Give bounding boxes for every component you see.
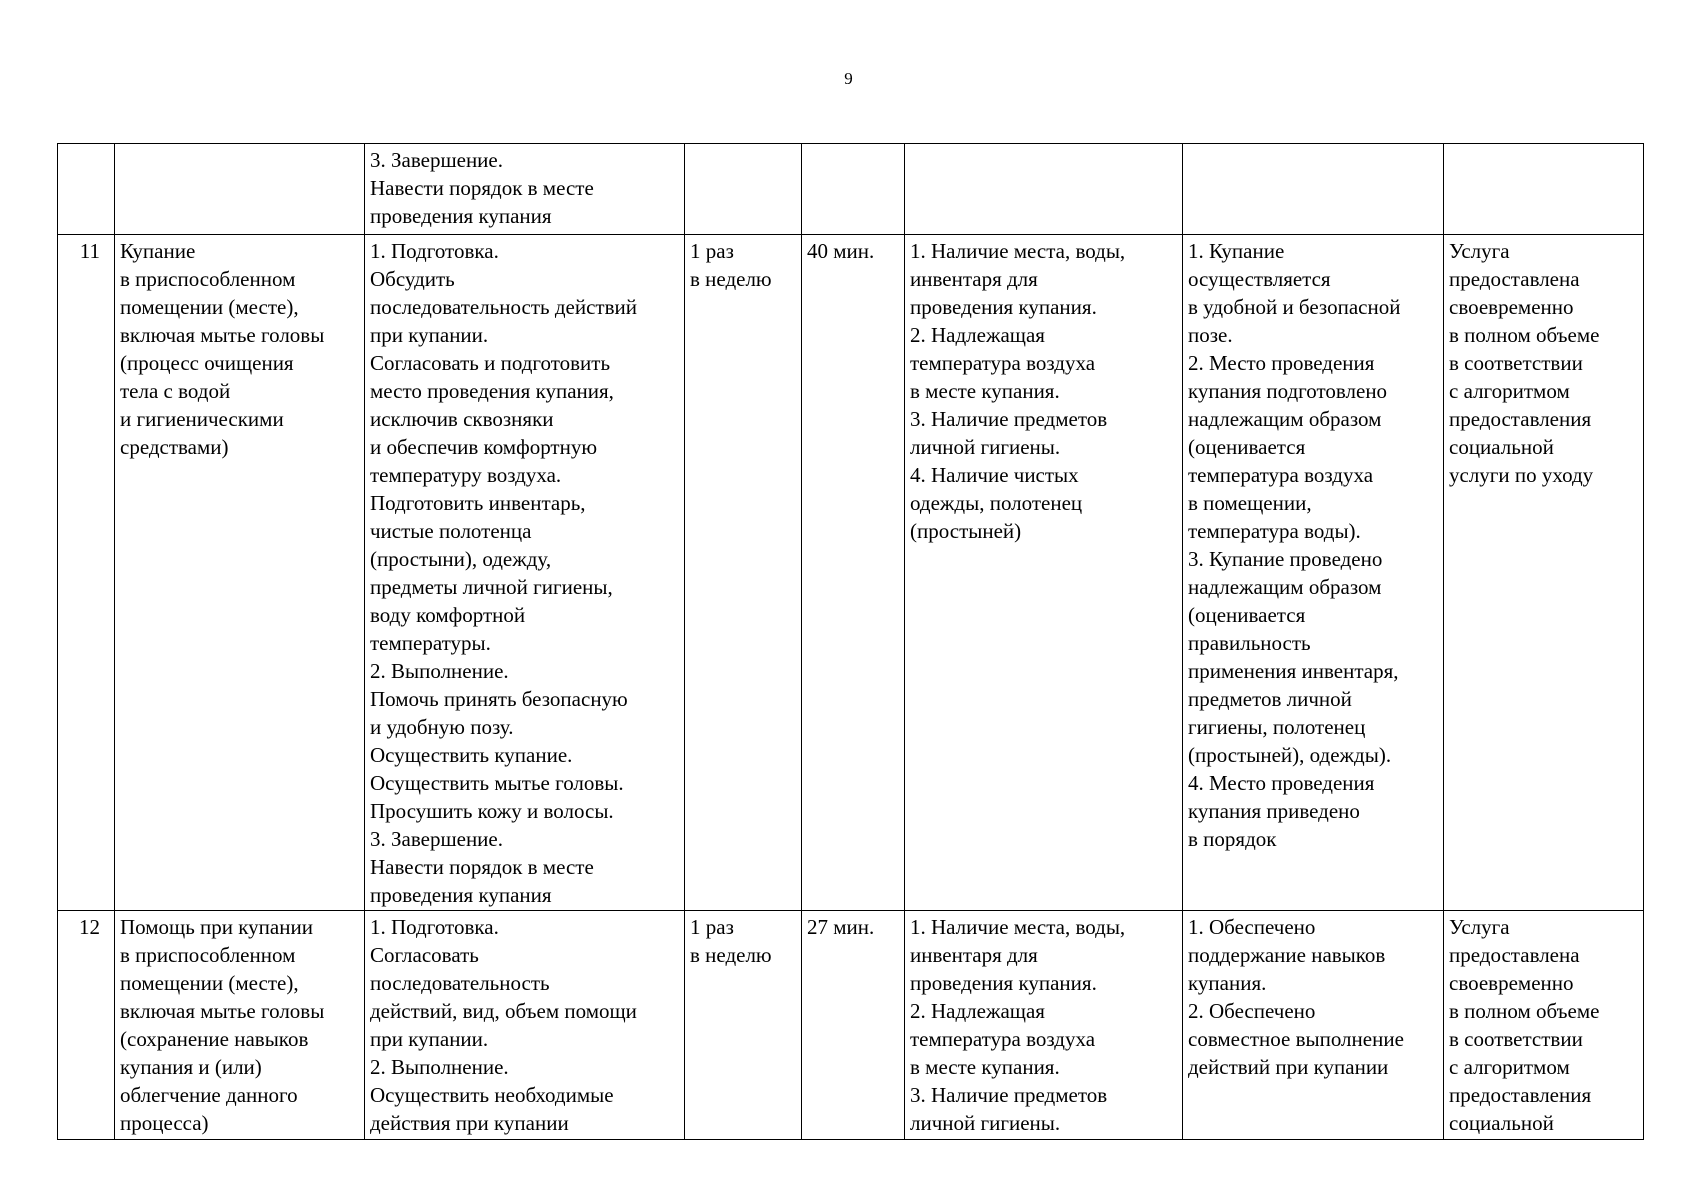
text-line: включая мытье головы: [120, 999, 325, 1023]
text-line: 4. Наличие чистых: [910, 463, 1079, 487]
text-line: в приспособленном: [120, 267, 296, 291]
text-line: проведения купания.: [910, 295, 1097, 319]
text-line: (простыней), одежды).: [1188, 743, 1392, 767]
text-line: предметов личной: [1188, 687, 1352, 711]
text-line: 1. Наличие места, воды,: [910, 239, 1126, 263]
text-line: 2. Обеспечено: [1188, 999, 1316, 1023]
duration-cell: 40 мин.: [802, 235, 905, 911]
text-line: 2. Надлежащая: [910, 999, 1045, 1023]
text-line: 2. Место проведения: [1188, 351, 1375, 375]
row-number-cell: [58, 144, 115, 235]
text-line: (оценивается: [1188, 603, 1306, 627]
text-line: Услуга: [1449, 915, 1510, 939]
evaluation-cell: [1444, 911, 1644, 1140]
text-line: в удобной и безопасной: [1188, 295, 1401, 319]
text-line: воду комфортной: [370, 603, 526, 627]
quality-indicators-cell: [1183, 235, 1444, 911]
text-line: температуру воздуха.: [370, 463, 562, 487]
text-line: купания приведено: [1188, 799, 1360, 823]
conditions-cell: [905, 235, 1183, 911]
text-line: услуги по уходу: [1449, 463, 1594, 487]
text-line: 1. Подготовка.: [370, 915, 499, 939]
text-line: Купание: [120, 239, 196, 263]
frequency-cell: [685, 911, 802, 1140]
text-line: температуры.: [370, 631, 491, 655]
text-line: своевременно: [1449, 295, 1574, 319]
text-line: при купании.: [370, 1027, 489, 1051]
text-line: в помещении,: [1188, 491, 1312, 515]
text-line: 3. Наличие предметов: [910, 1083, 1108, 1107]
procedure-cell: [365, 144, 685, 235]
text-line: Осуществить купание.: [370, 743, 573, 767]
text-line: купания и (или): [120, 1055, 262, 1079]
text-line: действия при купании: [370, 1111, 569, 1135]
text-line: процесса): [120, 1111, 209, 1135]
text-line: в порядок: [1188, 827, 1277, 851]
text-line: в месте купания.: [910, 379, 1060, 403]
text-line: (процесс очищения: [120, 351, 294, 375]
text-line: 2. Выполнение.: [370, 659, 509, 683]
text-line: правильность: [1188, 631, 1311, 655]
text-line: Просушить кожу и волосы.: [370, 799, 614, 823]
text-line: последовательность действий: [370, 295, 637, 319]
evaluation-cell: [1444, 235, 1644, 911]
text-line: социальной: [1449, 1111, 1554, 1135]
text-line: температура воды).: [1188, 519, 1361, 543]
text-line: 1. Купание: [1188, 239, 1285, 263]
text-line: предметы личной гигиены,: [370, 575, 613, 599]
text-line: 2. Выполнение.: [370, 1055, 509, 1079]
text-line: средствами): [120, 435, 229, 459]
duration-cell: [802, 144, 905, 235]
text-line: проведения купания: [370, 883, 552, 907]
table-row: [58, 235, 1644, 911]
text-line: предоставлена: [1449, 943, 1580, 967]
text-line: инвентаря для: [910, 943, 1038, 967]
text-line: место проведения купания,: [370, 379, 614, 403]
text-line: 4. Место проведения: [1188, 771, 1375, 795]
text-line: последовательность: [370, 971, 550, 995]
text-line: Осуществить мытье головы.: [370, 771, 624, 795]
conditions-cell: [905, 911, 1183, 1140]
text-line: 1 раз: [690, 239, 734, 263]
text-line: применения инвентаря,: [1188, 659, 1399, 683]
text-line: температура воздуха: [1188, 463, 1374, 487]
text-line: предоставления: [1449, 407, 1592, 431]
text-line: с алгоритмом: [1449, 1055, 1570, 1079]
text-line: поддержание навыков: [1188, 943, 1386, 967]
conditions-cell: [905, 144, 1183, 235]
text-line: Услуга: [1449, 239, 1510, 263]
text-line: в полном объеме: [1449, 999, 1600, 1023]
service-name-cell: [115, 911, 365, 1140]
text-line: в соответствии: [1449, 351, 1583, 375]
text-line: 3. Наличие предметов: [910, 407, 1108, 431]
text-line: (оценивается: [1188, 435, 1306, 459]
text-line: Согласовать и подготовить: [370, 351, 611, 375]
text-line: помещении (месте),: [120, 295, 299, 319]
text-line: личной гигиены.: [910, 1111, 1061, 1135]
row-number-cell: 11: [58, 235, 115, 911]
text-line: в неделю: [690, 943, 772, 967]
text-line: купания подготовлено: [1188, 379, 1388, 403]
text-line: Помощь при купании: [120, 915, 313, 939]
text-line: 1 раз: [690, 915, 734, 939]
text-line: своевременно: [1449, 971, 1574, 995]
text-line: Обсудить: [370, 267, 455, 291]
text-line: тела с водой: [120, 379, 231, 403]
text-line: и гигиеническими: [120, 407, 284, 431]
text-line: с алгоритмом: [1449, 379, 1570, 403]
text-line: в полном объеме: [1449, 323, 1600, 347]
procedure-cell: [365, 235, 685, 911]
text-line: 1. Подготовка.: [370, 239, 499, 263]
text-line: личной гигиены.: [910, 435, 1061, 459]
text-line: действий при купании: [1188, 1055, 1389, 1079]
text-line: чистые полотенца: [370, 519, 532, 543]
text-line: надлежащим образом: [1188, 575, 1382, 599]
text-line: помещении (месте),: [120, 971, 299, 995]
text-line: в неделю: [690, 267, 772, 291]
text-line: предоставления: [1449, 1083, 1592, 1107]
text-line: гигиены, полотенец: [1188, 715, 1366, 739]
text-line: 3. Завершение.: [370, 148, 503, 172]
table-row: [58, 144, 1644, 235]
text-line: при купании.: [370, 323, 489, 347]
service-name-cell: [115, 235, 365, 911]
text-line: надлежащим образом: [1188, 407, 1382, 431]
text-line: социальной: [1449, 435, 1554, 459]
frequency-cell: [685, 235, 802, 911]
text-line: Навести порядок в месте: [370, 855, 594, 879]
page-number: 9: [844, 69, 853, 88]
text-line: облегчение данного: [120, 1083, 298, 1107]
text-line: и удобную позу.: [370, 715, 514, 739]
text-line: 1. Наличие места, воды,: [910, 915, 1126, 939]
text-line: позе.: [1188, 323, 1233, 347]
text-line: совместное выполнение: [1188, 1027, 1404, 1051]
text-line: проведения купания.: [910, 971, 1097, 995]
text-line: (простыней): [910, 519, 1022, 543]
text-line: (простыни), одежду,: [370, 547, 552, 571]
text-line: 3. Купание проведено: [1188, 547, 1383, 571]
text-line: Помочь принять безопасную: [370, 687, 628, 711]
text-line: включая мытье головы: [120, 323, 325, 347]
procedure-cell: [365, 911, 685, 1140]
text-line: 2. Надлежащая: [910, 323, 1045, 347]
text-line: действий, вид, объем помощи: [370, 999, 637, 1023]
text-line: Осуществить необходимые: [370, 1083, 614, 1107]
text-line: проведения купания: [370, 204, 552, 228]
text-line: Согласовать: [370, 943, 479, 967]
text-line: в приспособленном: [120, 943, 296, 967]
table-row: [58, 911, 1644, 1140]
text-line: температура воздуха: [910, 351, 1096, 375]
text-line: осуществляется: [1188, 267, 1331, 291]
text-line: в месте купания.: [910, 1055, 1060, 1079]
duration-cell: 27 мин.: [802, 911, 905, 1140]
text-line: Навести порядок в месте: [370, 176, 594, 200]
text-line: 3. Завершение.: [370, 827, 503, 851]
text-line: (сохранение навыков: [120, 1027, 309, 1051]
text-line: Подготовить инвентарь,: [370, 491, 586, 515]
text-line: температура воздуха: [910, 1027, 1096, 1051]
text-line: исключив сквозняки: [370, 407, 554, 431]
text-line: и обеспечив комфортную: [370, 435, 598, 459]
services-table: [57, 143, 1644, 1140]
quality-indicators-cell: [1183, 144, 1444, 235]
row-number-cell: 12: [58, 911, 115, 1140]
text-line: инвентаря для: [910, 267, 1038, 291]
text-line: одежды, полотенец: [910, 491, 1083, 515]
text-line: 1. Обеспечено: [1188, 915, 1316, 939]
evaluation-cell: [1444, 144, 1644, 235]
quality-indicators-cell: [1183, 911, 1444, 1140]
frequency-cell: [685, 144, 802, 235]
text-line: купания.: [1188, 971, 1267, 995]
text-line: предоставлена: [1449, 267, 1580, 291]
service-name-cell: [115, 144, 365, 235]
text-line: в соответствии: [1449, 1027, 1583, 1051]
